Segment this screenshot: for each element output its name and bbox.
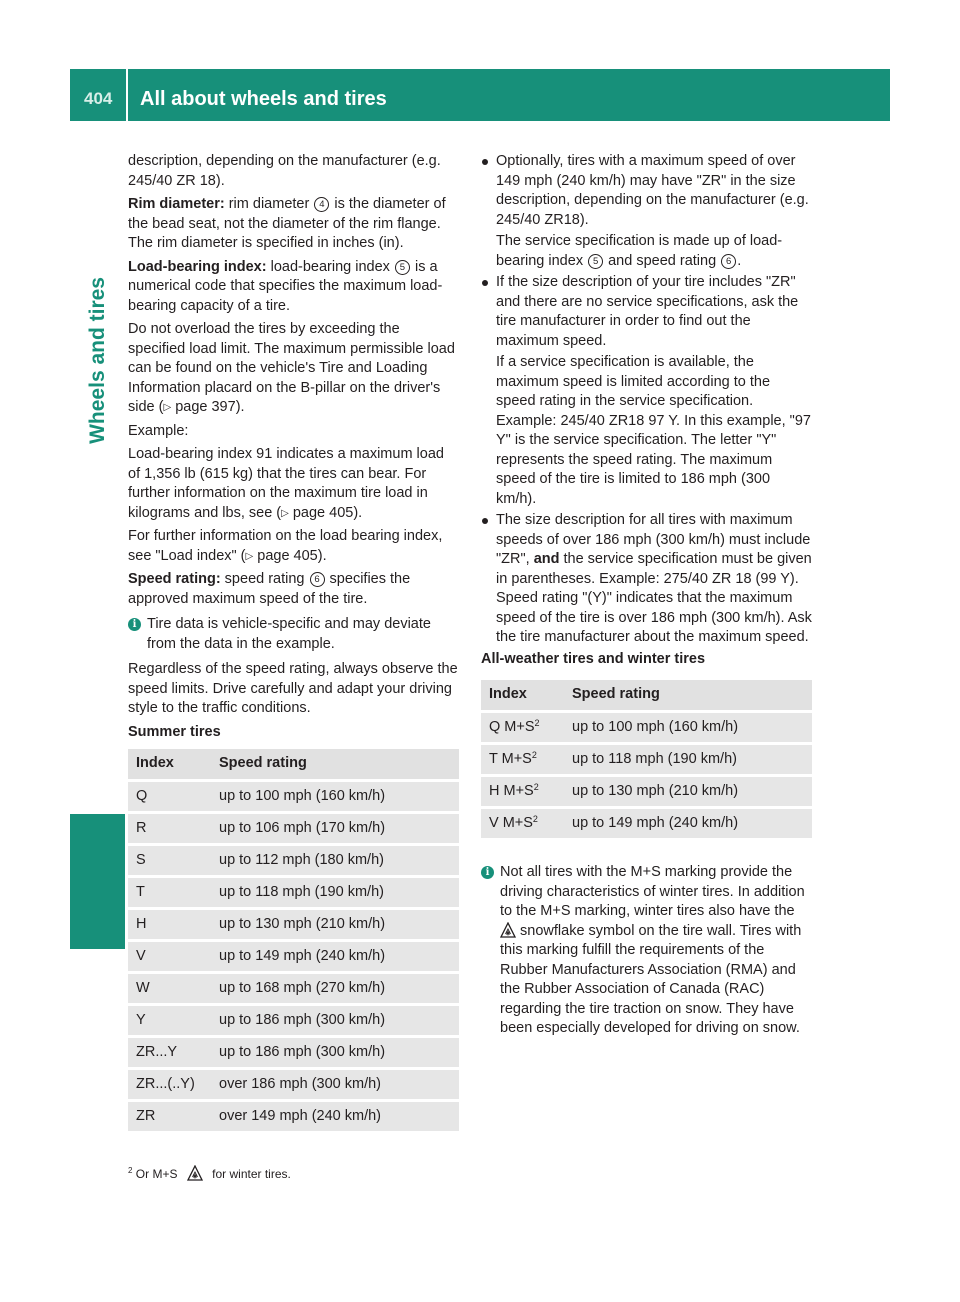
paragraph-load-bearing-index <box>128 258 460 317</box>
text: Not all tires with the M+S marking provide the driving characteristics of winter tires. In addition to the M+S marking, winter tires also have the <box>500 864 805 919</box>
cell-index: T <box>128 878 211 907</box>
bullet-text <box>496 511 813 648</box>
cell-index: W <box>128 974 211 1003</box>
text: Do not overload the tires by exceeding the specified load limit. The maximum permissible load can be found on the vehicle's Tire and Loading Information placard on the B-pillar on the driver's side ( <box>128 321 455 415</box>
winter-tires-table <box>481 677 812 841</box>
info-note <box>128 615 460 654</box>
cell-speed-rating: up to 149 mph (240 km/h) <box>211 942 459 971</box>
side-tab-marker <box>70 814 125 949</box>
text: the service specification must be given in parentheses. Example: 275/40 ZR 18 (99 Y). Speed rating "(Y)" indicates that the maximum speed of the tire is over 186 mph (300 km/h). Ask the tire manufacturer about the maximum speed. <box>496 551 812 645</box>
side-tab <box>70 131 125 1301</box>
emphasis: and <box>533 551 560 567</box>
table-row <box>128 1070 459 1099</box>
term-load-bearing-index: Load-bearing index: <box>128 258 267 275</box>
table-row <box>481 745 812 774</box>
list-item <box>481 511 813 648</box>
cell-index: H <box>128 910 211 939</box>
paragraph-regardless: Regardless of the speed rating, always observe the speed limits. Drive carefully and adapt your driving style to the traffic conditions. <box>128 661 458 716</box>
text: For further information on the load bearing index, see "Load index" ( <box>128 528 443 564</box>
table-row <box>128 910 459 939</box>
index-text: V M+S <box>489 814 533 831</box>
cell-index <box>481 745 564 774</box>
cell-speed-rating: up to 118 mph (190 km/h) <box>211 878 459 907</box>
bullet-subtext <box>496 232 813 271</box>
cell-speed-rating: up to 100 mph (160 km/h) <box>211 782 459 811</box>
page-ref-arrow-icon: ▷ <box>245 550 254 562</box>
cell-speed-rating: over 149 mph (240 km/h) <box>211 1102 459 1131</box>
callout-number-6: 6 <box>310 572 325 587</box>
table-row <box>128 814 459 843</box>
cell-speed-rating: up to 168 mph (270 km/h) <box>211 974 459 1003</box>
heading-summer-tires: Summer tires <box>128 723 221 740</box>
page-title: All about wheels and tires <box>140 88 387 110</box>
bullet-text: If the size description of your tire includes "ZR" and there are no service specifications, ask the tire manufacturer in order to find out the maximum speed. <box>496 274 799 349</box>
right-column <box>481 152 813 1045</box>
info-icon: i <box>128 618 141 631</box>
cell-index: S <box>128 846 211 875</box>
table-row <box>128 782 459 811</box>
text: ). <box>317 547 327 564</box>
callout-number-6: 6 <box>721 254 736 269</box>
text: . <box>737 252 742 269</box>
cell-speed-rating: up to 112 mph (180 km/h) <box>211 846 459 875</box>
table-row <box>128 878 459 907</box>
text: The service specification is made up of load-bearing index <box>496 233 783 269</box>
cell-index: V <box>128 942 211 971</box>
table-header-row <box>481 680 812 710</box>
text: and speed rating <box>604 252 721 269</box>
cell-speed-rating: up to 106 mph (170 km/h) <box>211 814 459 843</box>
paragraph-rim-diameter <box>128 195 460 254</box>
page-reference[interactable]: page 405 <box>257 547 318 564</box>
text: specifies the approved maximum speed of the tire. <box>128 571 411 607</box>
cell-index: ZR...Y <box>128 1038 211 1067</box>
cell-speed-rating: up to 130 mph (210 km/h) <box>211 910 459 939</box>
page-reference[interactable]: page 397 <box>175 399 236 415</box>
text: rim diameter <box>224 196 314 212</box>
header-divider <box>126 69 128 121</box>
cell-index <box>481 777 564 806</box>
column-header-speed-rating: Speed rating <box>211 749 459 779</box>
column-header-speed-rating: Speed rating <box>564 680 812 710</box>
cell-speed-rating: up to 186 mph (300 km/h) <box>211 1006 459 1035</box>
column-header-index: Index <box>128 749 211 779</box>
table-row <box>128 974 459 1003</box>
paragraph-overload <box>128 320 460 418</box>
paragraph-example <box>128 445 460 523</box>
term-rim-diameter: Rim diameter: <box>128 196 225 212</box>
list-item <box>481 152 813 271</box>
cell-speed-rating: up to 118 mph (190 km/h) <box>564 745 812 774</box>
footnote-marker[interactable]: 2 <box>534 717 540 728</box>
cell-index: ZR...(..Y) <box>128 1070 211 1099</box>
footnote-text: for winter tires. <box>212 1167 291 1181</box>
cell-index: ZR <box>128 1102 211 1131</box>
page-ref-arrow-icon: ▷ <box>163 402 172 413</box>
footnote-marker[interactable]: 2 <box>532 813 538 824</box>
summer-tires-table <box>128 746 459 1134</box>
text: load-bearing index <box>266 258 394 275</box>
footnote-marker[interactable]: 2 <box>533 781 539 792</box>
cell-index: Q <box>128 782 211 811</box>
table-row <box>481 777 812 806</box>
callout-number-4: 4 <box>314 197 329 212</box>
bullet-list <box>481 152 813 648</box>
list-item <box>481 273 813 509</box>
page-reference[interactable]: page 405 <box>292 504 354 521</box>
table-row <box>128 846 459 875</box>
side-tab-label <box>70 277 125 877</box>
cell-speed-rating: up to 186 mph (300 km/h) <box>211 1038 459 1067</box>
cell-speed-rating: up to 100 mph (160 km/h) <box>564 713 812 742</box>
left-column <box>128 152 460 1134</box>
snowflake-mountain-icon <box>187 1165 203 1182</box>
text: ). <box>353 504 363 521</box>
page-ref-arrow-icon: ▷ <box>281 507 289 519</box>
cell-index <box>481 713 564 742</box>
paragraph-speed-rating <box>128 570 460 609</box>
side-tab-text: Wheels and tires <box>85 277 109 444</box>
footnote-number: 2 <box>128 1166 133 1175</box>
paragraph-description: description, depending on the manufacturer (e.g. 245/40 ZR 18). <box>128 153 441 189</box>
index-text: T M+S <box>489 750 532 767</box>
table-row <box>128 1006 459 1035</box>
table-row <box>128 1038 459 1067</box>
callout-number-5: 5 <box>588 254 603 269</box>
index-text: H M+S <box>489 782 534 799</box>
table-row <box>128 942 459 971</box>
page-header <box>70 69 890 121</box>
text: The size description for all tires with maximum speeds of over 186 mph (300 km/h) must include "ZR", <box>496 512 811 567</box>
bullet-subtext: If a service specification is available, the maximum speed is limited according to the speed rating in the service specification. Example: 245/40 ZR18 97 Y. In this example, "97 Y" is the service specification. The letter "Y" represents the speed rating. The maximum speed of the tire is limited to 186 mph (300 km/h). <box>496 354 811 507</box>
table-row <box>128 1102 459 1131</box>
snowflake-mountain-icon <box>500 922 516 939</box>
footnote-marker[interactable]: 2 <box>531 749 537 760</box>
text: snowflake symbol on the tire wall. Tires with this marking fulfill the requirements of the Rubber Manufacturers Association (RMA) and the Rubber Association of Canada (RAC) regarding the tire traction on snow. They have been especially developed for driving on snow. <box>500 922 802 1036</box>
info-note-text: Tire data is vehicle-specific and may deviate from the data in the example. <box>147 616 431 652</box>
heading-winter-tires: All-weather tires and winter tires <box>481 650 706 667</box>
info-note-text <box>500 863 813 1039</box>
table-header-row <box>128 749 459 779</box>
paragraph-further-info <box>128 527 460 566</box>
info-note-winter <box>481 863 813 1039</box>
text: speed rating <box>220 571 309 587</box>
column-header-index: Index <box>481 680 564 710</box>
text: is a numerical code that specifies the maximum load-bearing capacity of a tire. <box>128 258 443 314</box>
text: Load-bearing index 91 indicates a maximum load of 1,356 lb (615 kg) that the tires can bear. For further information on the maximum tire load in kilograms and lbs, see ( <box>128 446 444 521</box>
bullet-text: Optionally, tires with a maximum speed of over 149 mph (240 km/h) may have "ZR" in the size description, depending on the manufacturer (e.g. 245/40 ZR18). <box>496 153 809 228</box>
paragraph-example-label: Example: <box>128 422 189 439</box>
table-row <box>481 809 812 838</box>
term-speed-rating: Speed rating: <box>128 571 221 587</box>
page-number: 404 <box>84 89 113 108</box>
cell-index <box>481 809 564 838</box>
footnote-text: Or M+S <box>135 1167 178 1181</box>
text: is the diameter of the bead seat, not the diameter of the rim flange. The rim diameter is specified in inches (in). <box>128 196 446 251</box>
cell-speed-rating: up to 149 mph (240 km/h) <box>564 809 812 838</box>
footnote <box>128 1165 291 1182</box>
table-row <box>481 713 812 742</box>
text: ). <box>235 399 245 415</box>
cell-speed-rating: over 186 mph (300 km/h) <box>211 1070 459 1099</box>
cell-speed-rating: up to 130 mph (210 km/h) <box>564 777 812 806</box>
callout-number-5: 5 <box>395 260 410 275</box>
cell-index: R <box>128 814 211 843</box>
info-icon: i <box>481 866 494 879</box>
cell-index: Y <box>128 1006 211 1035</box>
index-text: Q M+S <box>489 718 535 735</box>
